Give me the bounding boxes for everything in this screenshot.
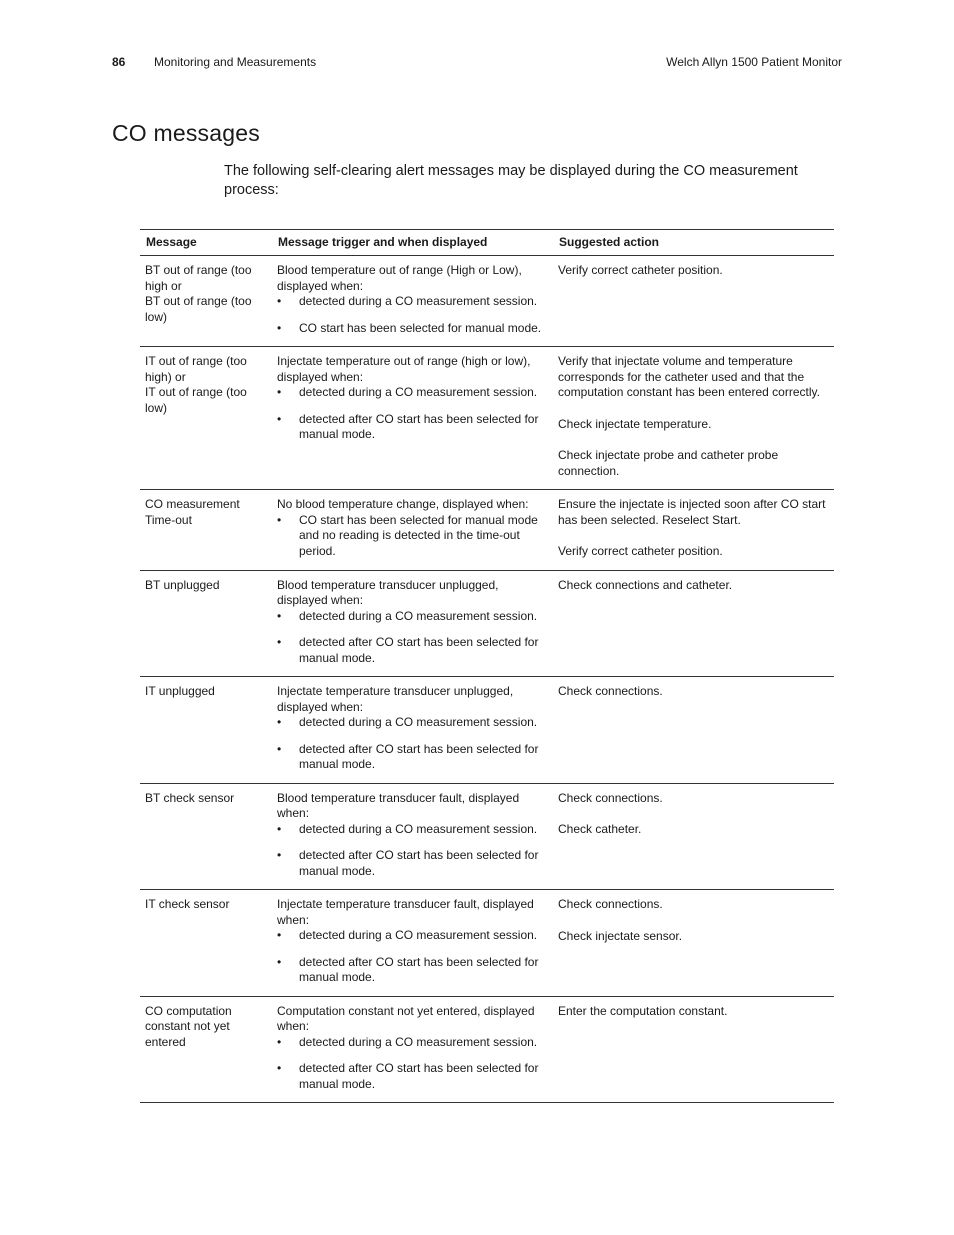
co-messages-table	[140, 229, 834, 1103]
trigger-cell	[272, 783, 553, 890]
message-cell	[140, 677, 272, 784]
table-header-row	[140, 230, 834, 256]
trigger-bullet-item: • detected after CO start has been selected for manual mode.	[277, 955, 547, 986]
trigger-bullet-list	[277, 928, 547, 986]
action-cell	[553, 783, 834, 890]
table-row	[140, 570, 834, 677]
trigger-text: Injectate temperature transducer unplugged, displayed when:	[277, 684, 514, 714]
trigger-text: Computation constant not yet entered, displayed when:	[277, 1003, 535, 1033]
trigger-bullet-list	[277, 385, 547, 443]
suggested-action-text: Check connections.	[558, 897, 663, 911]
trigger-bullet-list	[277, 715, 547, 773]
message-cell	[140, 783, 272, 890]
suggested-action-text: Check connections.	[558, 790, 663, 805]
action-cell	[553, 890, 834, 997]
trigger-cell	[272, 996, 553, 1103]
table-row	[140, 677, 834, 784]
suggested-action-text: Check injectate probe and catheter probe connection.	[558, 448, 779, 478]
trigger-bullet-item: • detected during a CO measurement session.	[277, 1035, 547, 1051]
suggested-action-text: Check injectate temperature.	[558, 416, 712, 431]
trigger-bullet-item: • detected after CO start has been selected for manual mode.	[277, 1061, 547, 1092]
table-row	[140, 996, 834, 1103]
message-cell	[140, 347, 272, 490]
message-text: BT unplugged	[145, 577, 220, 592]
table-row	[140, 783, 834, 890]
action-cell	[553, 490, 834, 571]
suggested-action-text: Check catheter.	[558, 822, 642, 836]
trigger-cell	[272, 347, 553, 490]
trigger-bullet-list	[277, 294, 547, 336]
trigger-bullet-item: • detected after CO start has been selected for manual mode.	[277, 412, 547, 443]
table-row	[140, 256, 834, 347]
trigger-bullet-item: • CO start has been selected for manual mode.	[277, 321, 547, 337]
column-header-message: Message	[140, 230, 272, 256]
table-row	[140, 347, 834, 490]
intro-paragraph: The following self-clearing alert messages may be displayed during the CO measurement process:	[224, 163, 798, 198]
message-cell	[140, 570, 272, 677]
trigger-bullet-list	[277, 1035, 547, 1093]
message-text: IT out of range (too high) or	[145, 354, 247, 384]
table-body	[140, 256, 834, 1103]
action-cell	[553, 570, 834, 677]
suggested-action-text: Verify correct catheter position.	[558, 544, 723, 558]
action-cell	[553, 677, 834, 784]
message-text: BT out of range (too high or	[145, 263, 252, 293]
trigger-bullet-list	[277, 609, 547, 667]
trigger-text: No blood temperature change, displayed when:	[277, 497, 529, 511]
trigger-cell	[272, 256, 553, 347]
message-text: CO measurement Time-out	[145, 497, 240, 527]
trigger-text: Blood temperature transducer unplugged, displayed when:	[277, 577, 499, 607]
trigger-bullet-item: • detected after CO start has been selected for manual mode.	[277, 848, 547, 879]
running-header	[112, 54, 842, 70]
message-cell	[140, 890, 272, 997]
trigger-cell	[272, 677, 553, 784]
column-header-action: Suggested action	[553, 230, 834, 256]
message-cell	[140, 996, 272, 1103]
message-cell	[140, 256, 272, 347]
trigger-text: Injectate temperature transducer fault, displayed when:	[277, 897, 534, 927]
page-number: 86	[112, 55, 126, 69]
suggested-action-text: Check connections and catheter.	[558, 577, 733, 592]
suggested-action-text: Ensure the injectate is injected soon after CO start has been selected. Reselect Start.	[558, 497, 826, 527]
message-text: BT out of range (too low)	[145, 294, 252, 324]
action-cell	[553, 256, 834, 347]
page-title: CO messages	[112, 120, 260, 146]
message-text: BT check sensor	[145, 790, 235, 805]
message-text: IT check sensor	[145, 897, 230, 911]
trigger-bullet-item: • detected during a CO measurement session.	[277, 609, 547, 625]
book-title: Welch Allyn 1500 Patient Monitor	[666, 55, 842, 69]
table-row	[140, 890, 834, 997]
message-text: CO computation constant not yet entered	[145, 1003, 232, 1049]
trigger-cell	[272, 890, 553, 997]
trigger-text: Injectate temperature out of range (high or low), displayed when:	[277, 354, 531, 384]
action-cell	[553, 996, 834, 1103]
trigger-bullet-item: • detected during a CO measurement session.	[277, 294, 547, 310]
trigger-text: Blood temperature out of range (High or Low), displayed when:	[277, 263, 522, 293]
chapter-name: Monitoring and Measurements	[154, 55, 317, 69]
message-text: IT unplugged	[145, 684, 215, 698]
trigger-cell	[272, 570, 553, 677]
trigger-bullet-item: • detected after CO start has been selected for manual mode.	[277, 742, 547, 773]
trigger-bullet-list	[277, 513, 547, 560]
table-row	[140, 490, 834, 571]
message-cell	[140, 490, 272, 571]
trigger-bullet-item: • detected during a CO measurement session.	[277, 385, 547, 401]
suggested-action-text: Enter the computation constant.	[558, 1003, 728, 1018]
trigger-cell	[272, 490, 553, 571]
trigger-bullet-item: • detected during a CO measurement session.	[277, 715, 547, 731]
trigger-text: Blood temperature transducer fault, displayed when:	[277, 790, 520, 820]
message-text: IT out of range (too low)	[145, 385, 247, 415]
trigger-bullet-item: • detected during a CO measurement session.	[277, 928, 547, 944]
suggested-action-text: Verify correct catheter position.	[558, 263, 723, 277]
column-header-trigger: Message trigger and when displayed	[272, 230, 553, 256]
action-cell	[553, 347, 834, 490]
trigger-bullet-item: • detected after CO start has been selected for manual mode.	[277, 635, 547, 666]
suggested-action-text: Check injectate sensor.	[558, 928, 683, 943]
suggested-action-text: Verify that injectate volume and temperature corresponds for the catheter used and that the computation constant has been entered correctly.	[558, 354, 820, 399]
trigger-bullet-list	[277, 822, 547, 880]
suggested-action-text: Check connections.	[558, 684, 663, 698]
trigger-bullet-item: • CO start has been selected for manual mode and no reading is detected in the time-out period.	[277, 513, 547, 560]
trigger-bullet-item: • detected during a CO measurement session.	[277, 822, 547, 838]
